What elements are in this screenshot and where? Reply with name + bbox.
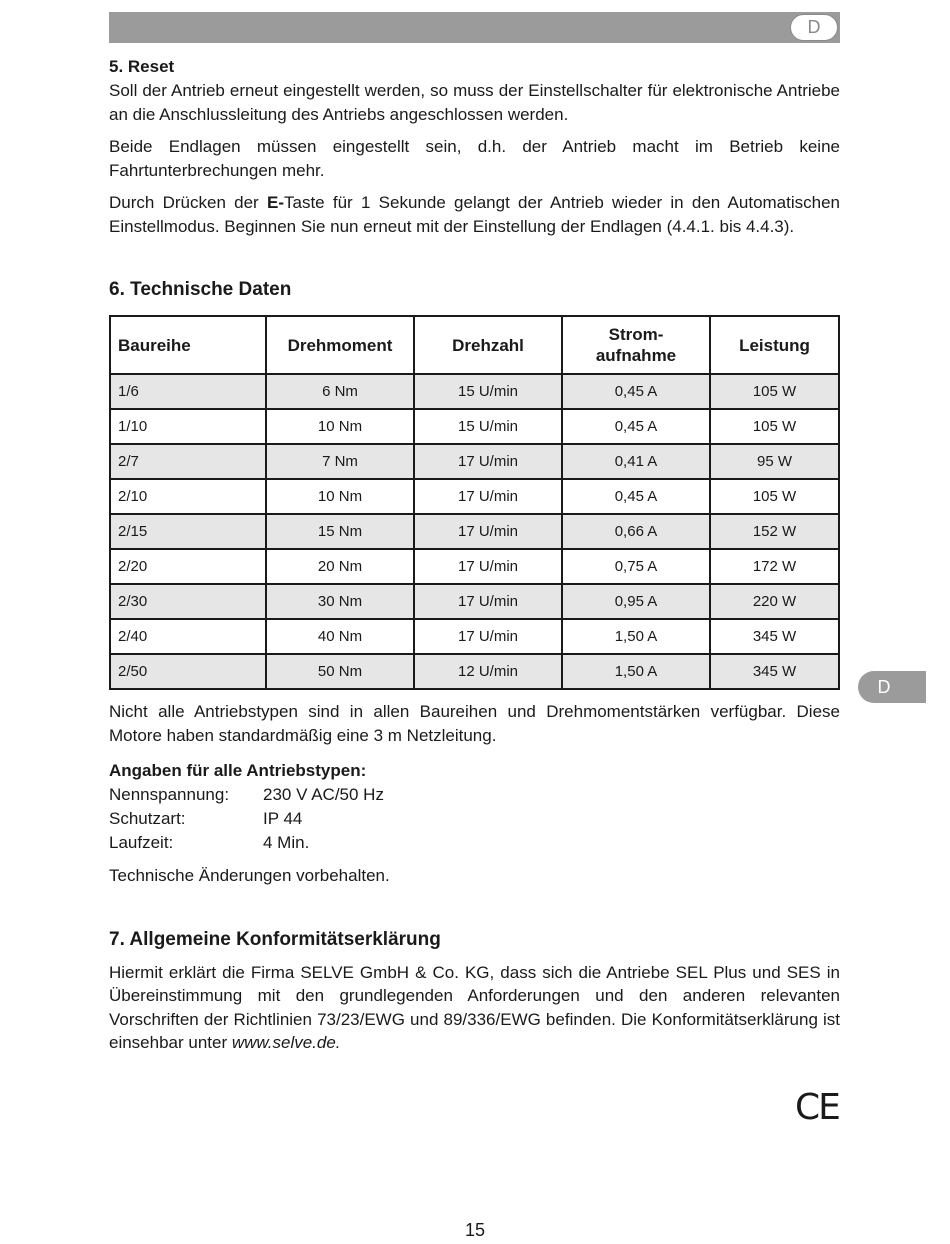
- cell-baureihe: 2/50: [110, 654, 266, 689]
- cell-drehmoment: 20 Nm: [266, 549, 414, 584]
- header-stromaufnahme: Strom- aufnahme: [562, 316, 710, 374]
- tech-table-body: [110, 374, 839, 689]
- cell-drehzahl: 17 U/min: [414, 479, 562, 514]
- spec-row: [109, 831, 840, 855]
- conformity-body: Hiermit erklärt die Firma SELVE GmbH & Co. KG, dass sich die Antriebe SEL Plus und SES in Übereinstimmung mit den grundlegenden Anforderungen und den anderen relevanten Vorschriften der Richtlinien 73/23/EWG und 89/336/EWG befinden. Die Konformitätserklärung ist einsehbar unter: [109, 962, 840, 1052]
- cell-baureihe: 2/10: [110, 479, 266, 514]
- header-baureihe: Baureihe: [110, 316, 266, 374]
- table-row: [110, 479, 839, 514]
- reset-title: 5. Reset: [109, 57, 175, 76]
- header-leistung: Leistung: [710, 316, 839, 374]
- reset-paragraph-1: Soll der Antrieb erneut eingestellt werden, so muss der Einstellschalter für elektronische Antriebe an die Anschlussleitung des Antriebs angeschlossen werden.: [109, 81, 840, 124]
- cell-stromaufnahme: 0,95 A: [562, 584, 710, 619]
- cell-stromaufnahme: 0,45 A: [562, 479, 710, 514]
- cell-stromaufnahme: 1,50 A: [562, 654, 710, 689]
- conformity-title: 7. Allgemeine Konformitätserklärung: [109, 928, 441, 950]
- cell-leistung: 345 W: [710, 654, 839, 689]
- cell-drehmoment: 15 Nm: [266, 514, 414, 549]
- language-badge: D: [790, 14, 838, 41]
- reset-paragraph-2: Beide Endlagen müssen eingestellt sein, d.h. der Antrieb macht im Betrieb keine Fahrtunterbrechungen mehr.: [109, 137, 840, 180]
- cell-baureihe: 1/6: [110, 374, 266, 409]
- table-row: [110, 374, 839, 409]
- cell-leistung: 105 W: [710, 479, 839, 514]
- cell-leistung: 95 W: [710, 444, 839, 479]
- cell-stromaufnahme: 0,45 A: [562, 374, 710, 409]
- conformity-text: [109, 961, 840, 1055]
- header-drehmoment: Drehmoment: [266, 316, 414, 374]
- cell-leistung: 220 W: [710, 584, 839, 619]
- cell-drehzahl: 17 U/min: [414, 444, 562, 479]
- selve-url: www.selve.de.: [231, 1033, 341, 1052]
- tech-data-title: 6. Technische Daten: [109, 279, 292, 300]
- tech-data-table: [109, 315, 840, 690]
- header-drehzahl: Drehzahl: [414, 316, 562, 374]
- cell-baureihe: 1/10: [110, 409, 266, 444]
- cell-drehzahl: 17 U/min: [414, 619, 562, 654]
- availability-note: Nicht alle Antriebstypen sind in allen Baureihen und Drehmomentstärken verfügbar. Diese Motore haben standardmäßig eine 3 m Netzleitung.: [109, 702, 840, 745]
- cell-baureihe: 2/40: [110, 619, 266, 654]
- cell-baureihe: 2/15: [110, 514, 266, 549]
- cell-drehzahl: 15 U/min: [414, 409, 562, 444]
- cell-drehmoment: 10 Nm: [266, 409, 414, 444]
- header-bar: [109, 12, 840, 43]
- table-row: [110, 654, 839, 689]
- cell-drehmoment: 10 Nm: [266, 479, 414, 514]
- page-content: [109, 55, 840, 1055]
- table-row: [110, 514, 839, 549]
- spec-row: [109, 783, 840, 807]
- cell-stromaufnahme: 0,45 A: [562, 409, 710, 444]
- cell-drehmoment: 6 Nm: [266, 374, 414, 409]
- table-header-row: [110, 316, 839, 374]
- cell-stromaufnahme: 0,75 A: [562, 549, 710, 584]
- spec-value: 4 Min.: [263, 833, 310, 852]
- changes-note: Technische Änderungen vorbehalten.: [109, 866, 390, 885]
- cell-leistung: 105 W: [710, 374, 839, 409]
- ce-mark-logo: CE: [795, 1087, 839, 1128]
- cell-drehzahl: 12 U/min: [414, 654, 562, 689]
- cell-drehmoment: 30 Nm: [266, 584, 414, 619]
- spec-label: Nennspannung:: [109, 785, 230, 804]
- table-row: [110, 444, 839, 479]
- table-row: [110, 409, 839, 444]
- cell-leistung: 345 W: [710, 619, 839, 654]
- spec-label: Laufzeit:: [109, 833, 174, 852]
- spec-value: 230 V AC/50 Hz: [263, 785, 384, 804]
- spec-value: IP 44: [263, 809, 303, 828]
- cell-stromaufnahme: 0,66 A: [562, 514, 710, 549]
- cell-leistung: 172 W: [710, 549, 839, 584]
- language-side-tab: D: [858, 671, 926, 703]
- specs-list: [109, 783, 840, 855]
- cell-leistung: 152 W: [710, 514, 839, 549]
- page-number: 15: [464, 1220, 486, 1240]
- table-row: [110, 619, 839, 654]
- cell-stromaufnahme: 1,50 A: [562, 619, 710, 654]
- e-key-label: E-: [266, 193, 284, 212]
- spec-label: Schutzart:: [109, 809, 186, 828]
- spec-row: [109, 807, 840, 831]
- specs-title: Angaben für alle Antriebstypen:: [109, 761, 367, 780]
- cell-drehmoment: 40 Nm: [266, 619, 414, 654]
- cell-drehmoment: 50 Nm: [266, 654, 414, 689]
- cell-baureihe: 2/30: [110, 584, 266, 619]
- cell-drehzahl: 17 U/min: [414, 584, 562, 619]
- cell-drehzahl: 17 U/min: [414, 549, 562, 584]
- cell-baureihe: 2/20: [110, 549, 266, 584]
- cell-drehzahl: 17 U/min: [414, 514, 562, 549]
- reset-p3-start: Durch Drücken der: [109, 193, 267, 212]
- cell-baureihe: 2/7: [110, 444, 266, 479]
- cell-leistung: 105 W: [710, 409, 839, 444]
- cell-drehmoment: 7 Nm: [266, 444, 414, 479]
- cell-drehzahl: 15 U/min: [414, 374, 562, 409]
- table-row: [110, 584, 839, 619]
- cell-stromaufnahme: 0,41 A: [562, 444, 710, 479]
- table-row: [110, 549, 839, 584]
- reset-p3-end: Taste für 1 Sekunde gelangt der Antrieb wieder in den Automatischen Einstellmodus. Beginnen Sie nun erneut mit der Einstellung der Endlagen (4.4.1. bis 4.4.3).: [109, 193, 840, 236]
- reset-paragraph-3: [109, 191, 840, 238]
